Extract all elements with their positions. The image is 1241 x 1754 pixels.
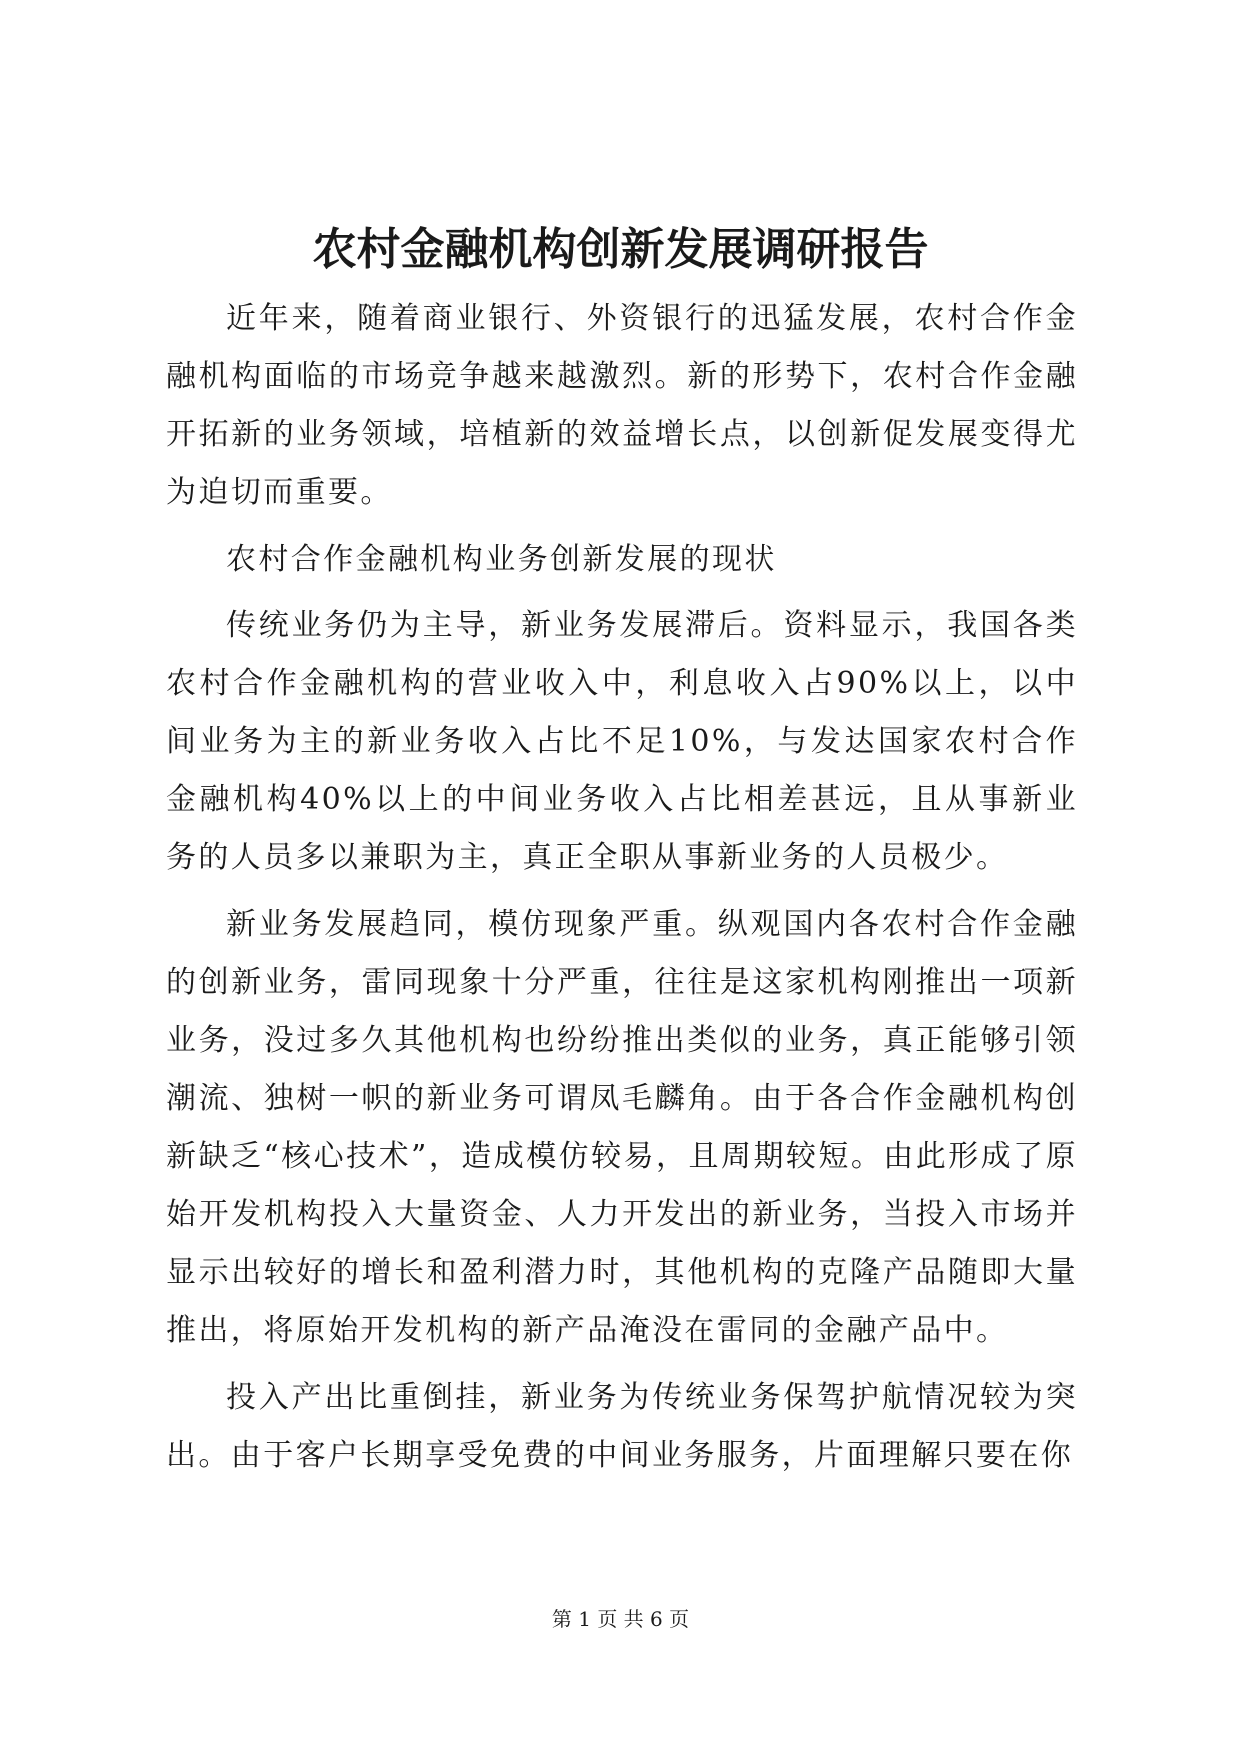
paragraph-business-convergence: 新业务发展趋同，模仿现象严重。纵观国内各农村合作金融的创新业务，雷同现象十分严重，往往是这家机构刚推出一项新业务，没过多久其他机构也纷纷推出类似的业务，真正能够引领潮流、独树一帜的新业务可谓凤毛麟角。由于各合作金融机构创新缺乏“核心技术”，造成模仿较易，且周期较短。由此形成了原始开发机构投入大量资金、人力开发出的新业务，当投入市场并显示出较好的增长和盈利潜力时，其他机构的克隆产品随即大量推出，将原始开发机构的新产品淹没在雷同的金融产品中。 [166,907,1078,1348]
paragraph-intro: 近年来，随着商业银行、外资银行的迅猛发展，农村合作金融机构面临的市场竞争越来越激烈。新的形势下，农村合作金融开拓新的业务领域，培植新的效益增长点，以创新促发展变得尤为迫切而重要。 [166,301,1078,510]
section-heading: 农村合作金融机构业务创新发展的现状 [226,542,777,577]
paragraph-traditional-business: 传统业务仍为主导，新业务发展滞后。资料显示，我国各类农村合作金融机构的营业收入中，利息收入占90%以上，以中间业务为主的新业务收入占比不足10%，与发达国家农村合作金融机构40%以上的中间业务收入占比相差甚远，且从事新业务的人员多以兼职为主，真正全职从事新业务的人员极少。 [166,608,1078,875]
document-body [166,290,1078,1494]
page-footer: 第 1 页 共 6 页 [551,1607,690,1631]
paragraph-input-output: 投入产出比重倒挂，新业务为传统业务保驾护航情况较为突出。由于客户长期享受免费的中间业务服务，片面理解只要在你 [166,1380,1078,1473]
document-title: 农村金融机构创新发展调研报告 [312,224,929,275]
